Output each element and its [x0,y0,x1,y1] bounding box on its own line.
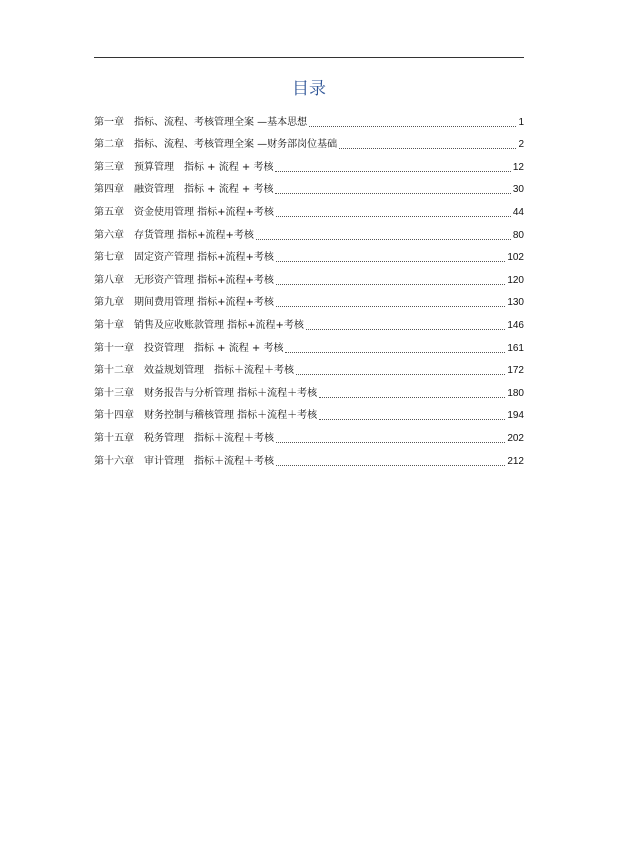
header-rule [94,57,524,58]
toc-text: 存货管理 指标+流程+考核 [134,229,254,241]
toc-chapter: 第十五章 [94,432,134,444]
toc-leader [296,374,505,375]
toc-leader [306,329,505,330]
toc-text: 期间费用管理 指标+流程+考核 [134,297,274,309]
toc-text: 融资管理 指标 + 流程 + 考核 [134,184,274,196]
toc-entry-12[interactable] [94,356,524,379]
toc-page: 80 [512,229,524,241]
toc-text: 财务控制与稽核管理 指标＋流程＋考核 [144,410,318,422]
toc-title: 目录 [292,79,326,99]
toc-text: 投资管理 指标 + 流程 + 考核 [144,342,284,354]
toc-chapter: 第八章 [94,274,124,286]
toc-page: 30 [512,184,524,196]
toc-chapter: 第七章 [94,252,124,264]
toc-text: 审计管理 指标＋流程＋考核 [144,455,274,467]
toc-chapter: 第十六章 [94,455,134,467]
toc-leader [276,465,505,466]
toc-text: 指标、流程、考核管理全案 —财务部岗位基础 [134,139,338,151]
toc-entry-15[interactable] [94,423,524,446]
toc-leader [339,148,516,149]
toc-leader [275,193,510,194]
toc-text: 效益规划管理 指标＋流程＋考核 [144,365,294,377]
toc-leader [276,216,511,217]
toc-text: 销售及应收账款管理 指标+流程+考核 [134,319,304,331]
toc-page: 161 [507,342,524,354]
toc-page: 44 [512,206,524,218]
toc-entry-16[interactable] [94,446,524,469]
toc-entry-8[interactable] [94,265,524,288]
toc-chapter: 第九章 [94,297,124,309]
toc-entry-14[interactable] [94,401,524,424]
toc-chapter: 第四章 [94,184,124,196]
toc-leader [256,239,511,240]
toc-leader [275,171,510,172]
toc-entry-13[interactable] [94,378,524,401]
toc-page: 12 [512,161,524,173]
toc-page: 146 [507,319,524,331]
toc-entry-4[interactable] [94,175,524,198]
toc-text: 税务管理 指标＋流程＋考核 [144,432,274,444]
toc-chapter: 第十一章 [94,342,134,354]
toc-text: 无形资产管理 指标+流程+考核 [134,274,274,286]
toc-entry-6[interactable] [94,220,524,243]
toc-page: 172 [507,365,524,377]
toc-chapter: 第十三章 [94,387,134,399]
toc-leader [276,284,505,285]
toc-page: 102 [507,252,524,264]
toc-chapter: 第六章 [94,229,124,241]
toc-page: 1 [518,116,524,128]
toc-page: 2 [518,139,524,151]
toc-chapter: 第十四章 [94,410,134,422]
toc-chapter: 第二章 [94,139,124,151]
toc-leader [276,261,505,262]
toc-page: 194 [507,410,524,422]
toc-page: 180 [507,387,524,399]
toc-leader [276,306,505,307]
toc-page: 202 [507,432,524,444]
toc-text: 财务报告与分析管理 指标＋流程＋考核 [144,387,318,399]
toc-page: 130 [507,297,524,309]
toc-chapter: 第十章 [94,319,124,331]
toc-leader [276,442,505,443]
toc-entry-5[interactable] [94,197,524,220]
toc-entry-9[interactable] [94,288,524,311]
toc-entry-10[interactable] [94,310,524,333]
toc-leader [309,126,516,127]
toc-page: 120 [507,274,524,286]
toc-text: 固定资产管理 指标+流程+考核 [134,252,274,264]
toc-entry-7[interactable] [94,243,524,266]
toc-list [94,107,524,469]
toc-chapter: 第五章 [94,206,124,218]
toc-text: 指标、流程、考核管理全案 —基本思想 [134,116,308,128]
toc-entry-2[interactable] [94,130,524,153]
toc-leader [319,419,505,420]
toc-entry-11[interactable] [94,333,524,356]
toc-page: 212 [507,455,524,467]
toc-leader [285,352,505,353]
toc-entry-1[interactable] [94,107,524,130]
toc-chapter: 第三章 [94,161,124,173]
toc-chapter: 第一章 [94,116,124,128]
toc-entry-3[interactable] [94,152,524,175]
toc-text: 资金使用管理 指标+流程+考核 [134,206,274,218]
toc-chapter: 第十二章 [94,365,134,377]
toc-leader [319,397,505,398]
toc-text: 预算管理 指标 + 流程 + 考核 [134,161,274,173]
